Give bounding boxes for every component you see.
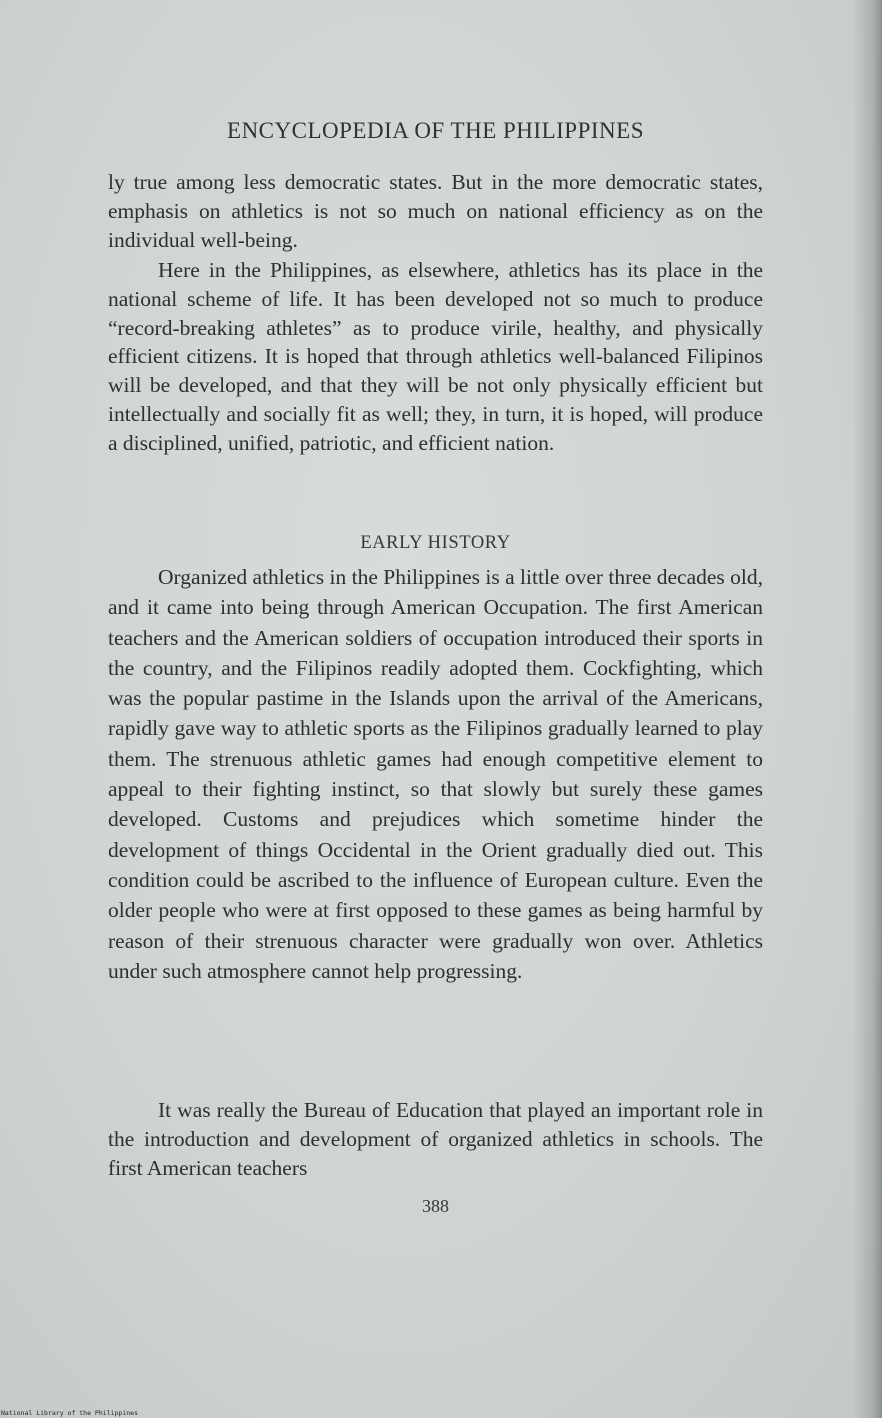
paragraph (108, 562, 763, 986)
paragraph-text: ly true among less democratic states. But in the more democratic states, emphasis on athletics is not so much on national efficiency as on the individual well-being. (108, 170, 763, 252)
page-edge-shadow (852, 0, 882, 1418)
paragraph-text: Organized athletics in the Philippines is a little over three decades old, and it came into being through American Occupation. The first American teachers and the American soldiers of occupation introduced their sports in the country, and the Filipinos readily adopted them. Cockfighting, which was the popular pastime in the Islands upon the arrival of the Americans, rapidly gave way to athletic sports as the Filipinos gradually learned to play them. The strenuous athletic games had enough competitive element to appeal to their fighting instinct, so that slowly but surely these games developed. Customs and prejudices which sometime hinder the development of things Occidental in the Orient gradually died out. This condition could be ascribed to the influence of European culture. Even the older people who were at first opposed to these games as being harmful by reason of their strenuous character were gradually won over. Athletics under such atmosphere cannot help progressing. (108, 565, 764, 983)
running-head: ENCYCLOPEDIA OF THE PHILIPPINES (227, 118, 644, 143)
paragraph-text: Here in the Philippines, as elsewhere, athletics has its place in the national scheme of life. It has been developed not so much to produce “record-breaking athletes” as to produce virile, healthy, and physically efficient citizens. It is hoped that through athletics well-balanced Filipinos will be developed, and that they will be not only physically efficient but intellectually and socially fit as well; they, in turn, it is hoped, will produce a disciplined, unified, patriotic, and efficient nation. (108, 258, 763, 455)
paragraph-text: It was really the Bureau of Education that played an important role in the introduction and development of organized athletics in schools. The first American teachers (108, 1098, 763, 1180)
library-credit: National Library of the Philippines (1, 1409, 138, 1417)
paragraph (108, 1096, 763, 1182)
paragraph (108, 256, 763, 458)
page-number: 388 (422, 1196, 449, 1216)
section-heading: EARLY HISTORY (360, 533, 511, 553)
paragraph-continued (108, 168, 763, 254)
